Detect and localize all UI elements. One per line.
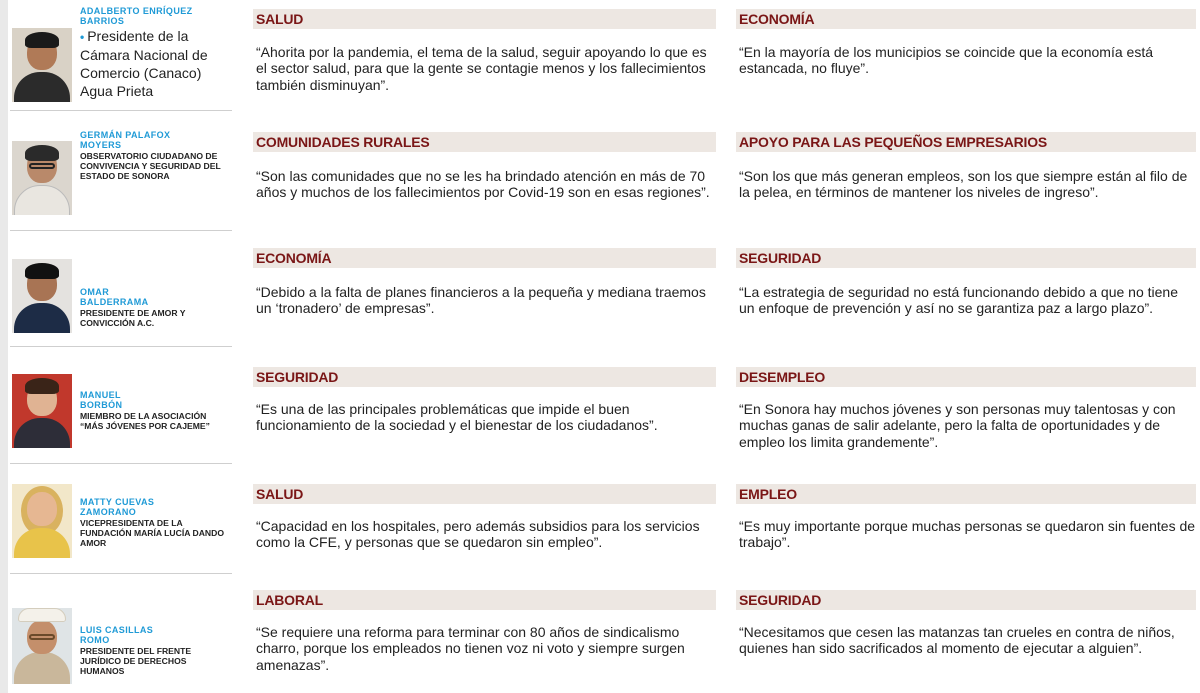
person-name: MANUEL BORBÓN <box>80 390 123 410</box>
topic-quote: “Se requiere una reforma para terminar con 80 años de sindicalismo charro, porque los empleados no tienen voz ni voto y siempre surgen amenazas”. <box>256 624 685 673</box>
topic-quote: “Ahorita por la pandemia, el tema de la salud, seguir apoyando lo que es el sector salud, para que la gente se contagie menos y los fallecimientos también disminuyan”. <box>256 44 707 93</box>
topic-quote: “La estrategia de seguridad no está funcionando debido a que no tiene un enfoque de prevención y así no se garantiza paz a largo plazo”. <box>739 284 1179 317</box>
person-card <box>10 347 232 464</box>
topic-right <box>736 590 1196 657</box>
person-card <box>10 0 232 111</box>
topic-quote: “Es muy importante porque muchas personas se quedaron sin fuentes de trabajo”. <box>739 518 1196 551</box>
topic-right <box>736 484 1196 551</box>
topic-quote: “En la mayoría de los municipios se coincide que la economía está estancada, no fluye”. <box>739 44 1153 77</box>
topic-quote: “En Sonora hay muchos jóvenes y son personas muy talentosas y con muchas ganas de salir adelante, pero la falta de oportunidades y de empleo los limita grandemente”. <box>739 401 1176 450</box>
person-role: PRESIDENTE DEL FRENTE JURÍDICO DE DERECHOS HUMANOS <box>80 646 192 677</box>
topic-category: EMPLEO <box>736 484 1196 504</box>
interview-row <box>0 111 1200 231</box>
person-card <box>10 231 232 347</box>
topic-category: LABORAL <box>253 590 716 610</box>
interview-row <box>0 464 1200 574</box>
topic-category: APOYO PARA LAS PEQUEÑOS EMPRESARIOS <box>736 132 1196 152</box>
person-role: OBSERVATORIO CIUDADANO DE CONVIVENCIA Y SEGURIDAD DEL ESTADO DE SONORA <box>80 151 221 182</box>
person-card <box>10 574 232 693</box>
topic-category: ECONOMÍA <box>736 9 1196 29</box>
person-role: • Presidente de la Cámara Nacional de Comercio (Canaco) Agua Prieta <box>80 28 208 99</box>
topic-left <box>253 248 716 317</box>
person-role: MIEMBRO DE LA ASOCIACIÓN “MÁS JÓVENES POR CAJEME” <box>80 411 210 432</box>
topic-left <box>253 590 716 673</box>
interview-row <box>0 0 1200 111</box>
topic-category: ECONOMÍA <box>253 248 716 268</box>
bullet-icon: • <box>80 30 85 44</box>
topic-left <box>253 132 716 201</box>
topic-category: SALUD <box>253 9 716 29</box>
topic-quote: “Capacidad en los hospitales, pero además subsidios para los servicios como la CFE, y personas que se quedaron sin empleo”. <box>256 518 700 551</box>
interview-row <box>0 574 1200 693</box>
topic-category: SEGURIDAD <box>253 367 716 387</box>
topic-quote: “Son los que más generan empleos, son los que siempre están al filo de la pelea, en términos de mantener los niveles de ingreso”. <box>739 168 1188 201</box>
person-name: GERMÁN PALAFOX MOYERS <box>80 130 171 150</box>
topic-category: SEGURIDAD <box>736 248 1196 268</box>
topic-right <box>736 367 1196 450</box>
topic-left <box>253 484 716 551</box>
man-portrait-icon <box>12 259 72 333</box>
topic-quote: “Es una de las principales problemáticas que impide el buen funcionamiento de la sociedad y el bienestar de los ciudadanos”. <box>256 401 658 434</box>
interview-row <box>0 231 1200 347</box>
person-card <box>10 464 232 574</box>
person-name: LUIS CASILLAS ROMO <box>80 625 154 645</box>
man-hat-portrait-icon <box>12 608 72 684</box>
person-card <box>10 111 232 231</box>
person-role: PRESIDENTE DE AMOR Y CONVICCIÓN A.C. <box>80 308 186 329</box>
topic-category: SEGURIDAD <box>736 590 1196 610</box>
topic-category: COMUNIDADES RURALES <box>253 132 716 152</box>
man-portrait-icon <box>12 374 72 448</box>
topic-right <box>736 9 1196 77</box>
topic-quote: “Necesitamos que cesen las matanzas tan crueles en contra de niños, quienes han sido sacrificados al momento de ejecutar a alguien”. <box>739 624 1175 657</box>
person-name: MATTY CUEVAS ZAMORANO <box>80 497 155 517</box>
topic-left <box>253 367 716 434</box>
person-name: ADALBERTO ENRÍQUEZ BARRIOS <box>80 6 193 26</box>
topic-right <box>736 248 1196 317</box>
person-name: OMAR BALDERRAMA <box>80 287 149 307</box>
person-role: VICEPRESIDENTA DE LA FUNDACIÓN MARÍA LUCÍA DANDO AMOR <box>80 518 225 549</box>
man-glasses-portrait-icon <box>12 141 72 215</box>
topic-quote: “Son las comunidades que no se les ha brindado atención en más de 70 años y muchos de los fallecimientos por Covid-19 son en esas regiones”. <box>256 168 710 201</box>
topic-left <box>253 9 716 93</box>
topic-category: SALUD <box>253 484 716 504</box>
man-portrait-icon <box>12 28 72 102</box>
interview-row <box>0 347 1200 464</box>
topic-category: DESEMPLEO <box>736 367 1196 387</box>
woman-portrait-icon <box>12 484 72 558</box>
topic-quote: “Debido a la falta de planes financieros a la pequeña y mediana traemos un ‘tronadero’ de empresas”. <box>256 284 706 317</box>
topic-right <box>736 132 1196 201</box>
